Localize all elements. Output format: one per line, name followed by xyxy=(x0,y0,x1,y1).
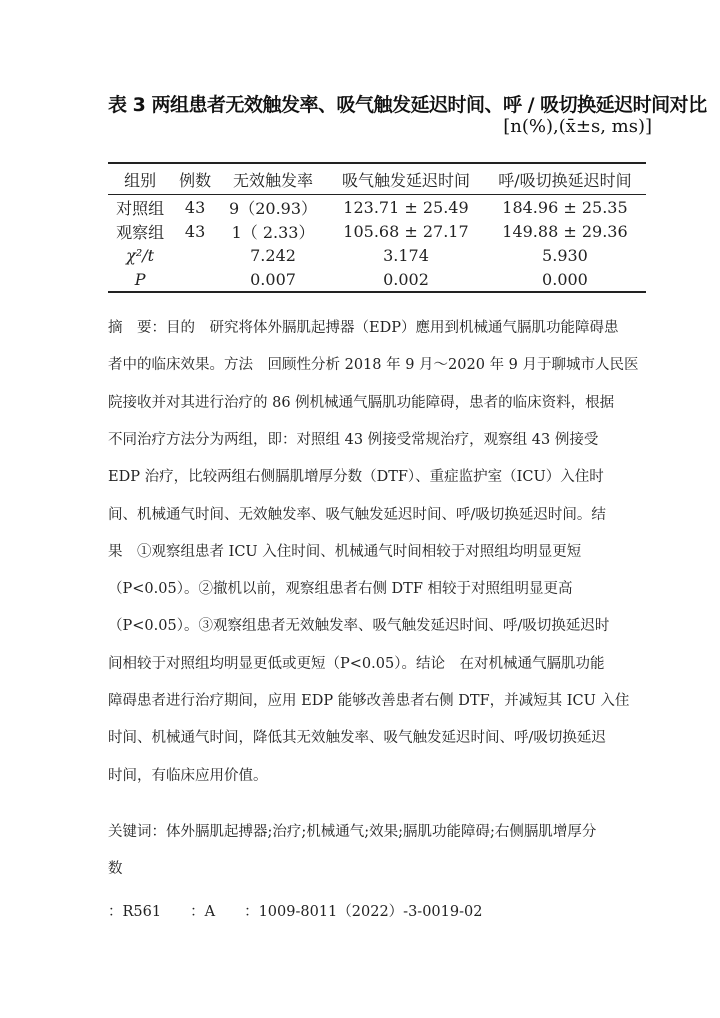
table-cell: 123.71 ± 25.49 xyxy=(343,197,469,217)
abstract-line: 不同治疗方法分为两组，即：对照组 43 例接受常规治疗，观察组 43 例接受 xyxy=(108,431,599,448)
classification-line: ：R561 ：A ：1009-8011（2022）-3-0019-02 xyxy=(108,904,483,920)
table-cell xyxy=(172,243,218,267)
abstract-line: 摘 要：目的 研究将体外膈肌起搏器（EDP）應用到机械通气膈肌功能障碍患 xyxy=(108,320,619,336)
abstract-line: 院接收并对其进行治疗的 86 例机械通气膈肌功能障碍，患者的临床资料，根据 xyxy=(108,394,615,411)
table-row xyxy=(108,243,646,267)
header-cell: 呼/吸切换延迟时间 xyxy=(498,170,632,190)
table-cell: χ²/t xyxy=(126,245,155,265)
table-cell: 184.96 ± 25.35 xyxy=(502,197,628,217)
table-cell: 0.007 xyxy=(250,269,296,289)
abstract-line: 者中的临床效果。方法 回顾性分析 2018 年 9 月～2020 年 9 月于聊城市人民医 xyxy=(108,357,639,374)
table-cell: 105.68 ± 27.17 xyxy=(343,221,469,241)
table-row xyxy=(108,267,646,292)
header-cell: 例数 xyxy=(179,170,212,190)
table-cell: 149.88 ± 29.36 xyxy=(502,221,628,241)
table-row xyxy=(108,219,646,243)
table-cell: 0.000 xyxy=(542,269,588,289)
abstract-line: 间相较于对照组均明显更低或更短（P<0.05）。结论 在对机械通气膈肌功能 xyxy=(108,655,605,672)
table-row xyxy=(108,195,646,220)
abstract-line: 时间、机械通气时间，降低其无效触发率、吸气触发延迟时间、呼/吸切换延迟 xyxy=(108,730,606,747)
table-cell: 9（20.93） xyxy=(229,198,318,218)
table-title: 表 3 两组患者无效触发率、吸气触发延迟时间、呼 / 吸切换延迟时间对比 xyxy=(108,94,707,116)
header-cell: 吸气触发延迟时间 xyxy=(341,170,470,190)
table-cell: 43 xyxy=(184,221,206,241)
abstract-line: 果 ①观察组患者 ICU 入住时间、机械通气时间相较于对照组均明显更短 xyxy=(108,543,582,560)
table-cell: 7.242 xyxy=(250,245,296,265)
keywords-line: 关键词：体外膈肌起搏器;治疗;机械通气;效果;膈肌功能障碍;右侧膈肌增厚分 xyxy=(108,824,597,840)
abstract-line: （P<0.05）。②撤机以前，观察组患者右侧 DTF 相较于对照组明显更高 xyxy=(108,581,573,598)
table-cell: P xyxy=(134,269,146,289)
table-cell: 对照组 xyxy=(116,198,165,218)
abstract-line: 时间，有临床应用价值。 xyxy=(108,767,268,784)
table-cell: 1（ 2.33） xyxy=(231,222,315,242)
abstract-line: EDP 治疗，比较两组右侧膈肌增厚分数（DTF）、重症监护室（ICU）入住时 xyxy=(108,469,604,486)
table-cell: 观察组 xyxy=(116,222,165,242)
abstract-line: （P<0.05）。③观察组患者无效触发率、吸气触发延迟时间、呼/吸切换延迟时 xyxy=(108,618,610,635)
table-cell: 3.174 xyxy=(383,245,429,265)
header-cell: 组别 xyxy=(124,170,157,190)
table-cell: 5.930 xyxy=(542,245,588,265)
table-header-row xyxy=(108,163,646,195)
header-cell: 无效触发率 xyxy=(233,170,314,190)
table-cell: 0.002 xyxy=(383,269,429,289)
abstract-line: 间、机械通气时间、无效触发率、吸气触发延迟时间、呼/吸切换延迟时间。结 xyxy=(108,506,606,523)
abstract-line: 障碍患者进行治疗期间，应用 EDP 能够改善患者右侧 DTF，并减短其 ICU 入住 xyxy=(108,693,630,709)
table-cell: 43 xyxy=(184,197,206,217)
keywords-line: 数 xyxy=(108,861,123,877)
table-unit: [n(%),(x̄±s, ms)] xyxy=(503,116,652,137)
comparison-table xyxy=(108,162,646,293)
table-cell xyxy=(172,267,218,292)
